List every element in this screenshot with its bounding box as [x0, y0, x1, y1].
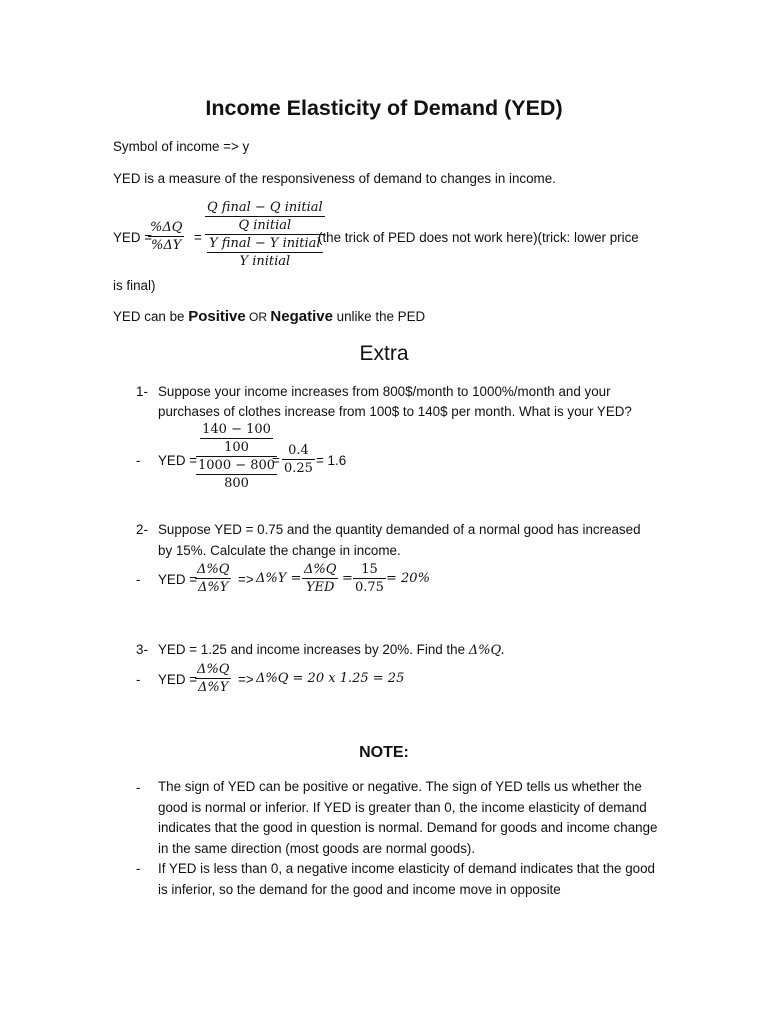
q3-result: Δ%Q = 20 x 1.25 = 25: [256, 671, 405, 686]
sign-line: [113, 308, 425, 325]
definition-line: YED is a measure of the responsiveness of demand to changes in income.: [113, 171, 556, 186]
q2-equals: =: [342, 571, 353, 586]
q3-dash: -: [136, 672, 141, 687]
q1-line2: purchases of clothes increase from 100$ to 140$ per month. What is your YED?: [158, 404, 632, 419]
q3-numerator: Δ%Q: [197, 662, 230, 677]
or-word: OR: [245, 310, 271, 324]
q1-top-fraction: [200, 421, 273, 456]
q3-line1-math: Δ%Q.: [468, 643, 505, 658]
y-numerator: Y final − Y initial: [209, 236, 321, 251]
q-denominator: Q initial: [238, 218, 292, 233]
q1-bottom-numerator: 1000 − 800: [198, 458, 276, 473]
q1-dash: -: [136, 453, 141, 468]
q2-solve-fraction: [302, 561, 338, 596]
q2-arrow: =>: [238, 572, 254, 587]
note2-dash: -: [136, 861, 141, 876]
q1-ratio-fraction: [196, 421, 277, 492]
q2-value-numerator: 15: [361, 562, 378, 577]
y-change-fraction: [207, 235, 323, 270]
q1-prefix: YED =: [158, 453, 198, 468]
q2-dash: -: [136, 572, 141, 587]
q1-simplified-denominator: 0.25: [284, 461, 313, 476]
q3-line1-text: YED = 1.25 and income increases by 20%. Find the: [158, 642, 466, 657]
q2-numerator: Δ%Q: [197, 562, 230, 577]
q1-bottom-fraction: [196, 457, 277, 492]
q1-simplified-numerator: 0.4: [288, 443, 309, 458]
note1-dash: -: [136, 780, 141, 795]
q2-value-fraction: [353, 561, 386, 596]
q2-line1: Suppose YED = 0.75 and the quantity demanded of a normal good has increased: [158, 522, 641, 537]
q-numerator: Q final − Q initial: [207, 200, 323, 215]
trick-note: (the trick of PED does not work here)(trick: lower price: [318, 230, 639, 245]
formula-ratio-fraction: [205, 199, 325, 270]
pct-dy: %ΔY: [151, 238, 182, 253]
extra-heading: Extra: [359, 342, 409, 365]
q3-elasticity-fraction: [195, 661, 231, 696]
page-title: Income Elasticity of Demand (YED): [205, 96, 563, 120]
q2-elasticity-fraction: [195, 561, 231, 596]
q2-number: 2-: [136, 522, 148, 537]
note1-text: The sign of YED can be positive or negative. The sign of YED tells us whether the good is normal or inferior. If YED is greater than 0, the income elasticity of demand indicates that the good in question is normal. Demand for goods and income change in the same direction (most goods are normal goods).: [158, 779, 658, 856]
sign-line-post: unlike the PED: [332, 309, 426, 324]
q3-prefix: YED =: [158, 672, 198, 687]
q1-top-denominator: 100: [224, 440, 249, 455]
q2-value-denominator: 0.75: [355, 580, 384, 595]
negative-word: Negative: [270, 308, 333, 325]
q1-line1: Suppose your income increases from 800$/month to 1000%/month and your: [158, 384, 611, 399]
q1-top-numerator: 140 − 100: [202, 422, 271, 437]
q3-denominator: Δ%Y: [198, 680, 229, 695]
q2-denominator: Δ%Y: [198, 580, 229, 595]
pct-dq: %ΔQ: [150, 220, 183, 235]
sign-line-pre: YED can be: [113, 309, 189, 324]
q1-simplified-fraction: [282, 442, 315, 477]
y-denominator: Y initial: [239, 254, 291, 269]
q1-bottom-denominator: 800: [224, 476, 249, 491]
trick-note-continued: is final): [113, 278, 156, 293]
q2-prefix: YED =: [158, 572, 198, 587]
q3-number: 3-: [136, 642, 148, 657]
q2-lhs: Δ%Y =: [256, 571, 302, 586]
q3-line1: [158, 642, 505, 658]
q2-solve-numerator: Δ%Q: [304, 562, 337, 577]
q2-solve-denominator: YED: [305, 580, 335, 595]
q2-result: = 20%: [386, 571, 430, 586]
q1-equals: =: [272, 453, 280, 468]
q1-result: = 1.6: [316, 453, 347, 468]
symbol-line: Symbol of income => y: [113, 139, 250, 154]
q3-arrow: =>: [238, 672, 254, 687]
formula-percent-fraction: [148, 219, 184, 254]
q2-line2: by 15%. Calculate the change in income.: [158, 543, 401, 558]
formula-prefix: YED =: [113, 230, 153, 245]
note-heading: NOTE:: [359, 744, 409, 761]
positive-word: Positive: [188, 308, 246, 325]
note2-text: If YED is less than 0, a negative income elasticity of demand indicates that the good is inferior, so the demand for the good and income move in opposite: [158, 861, 655, 897]
q1-number: 1-: [136, 384, 148, 399]
formula-equals: =: [194, 230, 202, 245]
q-change-fraction: [205, 199, 325, 234]
